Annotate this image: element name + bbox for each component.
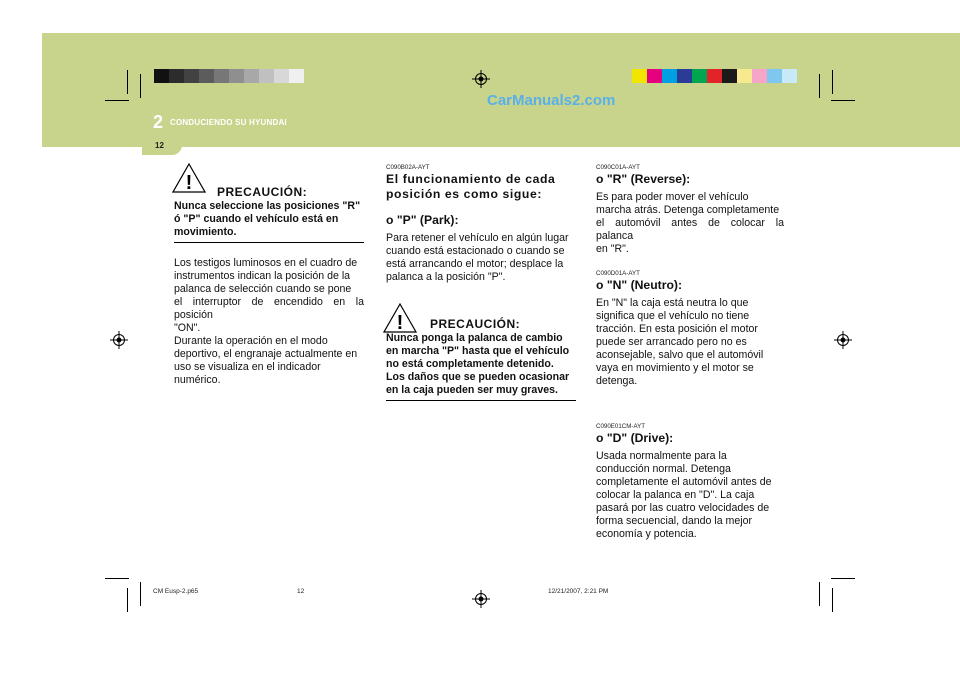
text-line: cuando está estacionado o cuando se — [386, 245, 565, 257]
text-line: En "N" la caja está neutra lo que — [596, 297, 749, 309]
paragraph-drive — [596, 450, 784, 541]
text-line: pasará por las cuatro velocidades de — [596, 502, 770, 514]
paragraph-park — [386, 232, 574, 284]
text-line: forma secuencial, dando la mejor — [596, 515, 753, 527]
color-swatch — [707, 69, 722, 83]
color-swatch — [154, 69, 169, 83]
crop-mark — [832, 588, 833, 612]
text-line: palanca a la posición "P". — [386, 271, 506, 283]
color-swatch — [184, 69, 199, 83]
warning-icon — [172, 163, 206, 193]
color-swatch — [259, 69, 274, 83]
color-swatch — [662, 69, 677, 83]
text-line: el automóvil antes de colocar la palanca — [596, 217, 784, 242]
registration-mark-icon — [472, 70, 490, 88]
color-calibration-bar — [632, 69, 797, 83]
crop-mark — [831, 578, 855, 579]
section-code: C090D01A-AYT — [596, 270, 640, 277]
drive-heading: o "D" (Drive): — [596, 431, 674, 445]
registration-mark-icon — [834, 331, 852, 349]
park-heading: o "P" (Park): — [386, 213, 459, 227]
text-line: marcha atrás. Detenga completamente — [596, 204, 780, 216]
header-band — [42, 33, 960, 147]
crop-mark — [831, 100, 855, 101]
text-line: tracción. En esta posición el motor — [596, 323, 758, 335]
text-line: Los daños que se pueden ocasionar — [386, 371, 570, 383]
footer-page: 12 — [297, 588, 305, 595]
watermark-text[interactable]: CarManuals2.com — [487, 92, 616, 109]
text-line: está arrancando el motor; desplace la — [386, 258, 564, 270]
text-line: significa que el vehículo no tiene — [596, 310, 750, 322]
text-line: en la caja pueden ser muy graves. — [386, 384, 558, 396]
crop-mark — [832, 70, 833, 94]
color-swatch — [214, 69, 229, 83]
chapter-number: 2 — [153, 112, 164, 132]
text-line: uso se visualiza en el indicador — [174, 361, 321, 373]
registration-mark-icon — [472, 590, 490, 608]
text-line: vaya en movimiento y el motor se — [596, 362, 754, 374]
text-line: conducción normal. Detenga — [596, 463, 731, 475]
section-code: C090E01CM-AYT — [596, 423, 646, 430]
text-line: en "R". — [596, 243, 629, 255]
crop-mark — [127, 588, 128, 612]
section-code: C090C01A-AYT — [596, 164, 640, 171]
chapter-title: CONDUCIENDO SU HYUNDAI — [170, 118, 287, 127]
page-number: 12 — [155, 141, 164, 150]
paragraph-neutral — [596, 297, 784, 388]
color-swatch — [737, 69, 752, 83]
text-line: colocar la palanca en "D". La caja — [596, 489, 755, 501]
neutral-heading: o "N" (Neutro): — [596, 278, 683, 292]
color-swatch — [782, 69, 797, 83]
warning-box — [174, 200, 364, 243]
svg-text:!: ! — [185, 172, 193, 193]
warning-text — [174, 200, 364, 239]
warning-title: PRECAUCIÓN: — [217, 185, 308, 199]
color-swatch — [274, 69, 289, 83]
text-line: Nunca seleccione las posiciones "R" — [174, 200, 361, 212]
crop-mark — [105, 100, 129, 101]
reverse-heading: o "R" (Reverse): — [596, 172, 691, 186]
color-swatch — [647, 69, 662, 83]
text-line: Los testigos luminosos en el cuadro de — [174, 257, 358, 269]
footer-date: 12/21/2007, 2:21 PM — [548, 588, 609, 595]
text-line: deportivo, el engranaje actualmente en — [174, 348, 358, 360]
text-line: detenga. — [596, 375, 638, 387]
registration-mark-icon — [110, 331, 128, 349]
warning-box — [386, 332, 576, 401]
color-swatch — [677, 69, 692, 83]
text-line: Durante la operación en el modo — [174, 335, 328, 347]
text-line: Es para poder mover el vehículo — [596, 191, 749, 203]
section-code: C090B02A-AYT — [386, 164, 430, 171]
text-line: aconsejable, salvo que el automóvil — [596, 349, 764, 361]
color-swatch — [244, 69, 259, 83]
text-line: palanca de selección cuando se pone — [174, 283, 352, 295]
color-swatch — [632, 69, 647, 83]
crop-mark — [105, 578, 129, 579]
warning-icon — [383, 303, 417, 333]
heading-line: El funcionamiento de cada — [386, 172, 556, 186]
text-line: puede ser arrancado pero no es — [596, 336, 747, 348]
text-line: movimiento. — [174, 226, 237, 238]
text-line: "ON". — [174, 322, 201, 334]
text-line: en marcha "P" hasta que el vehículo — [386, 345, 570, 357]
paragraph-indicators — [174, 257, 364, 387]
color-swatch — [767, 69, 782, 83]
crop-mark — [127, 70, 128, 94]
text-line: numérico. — [174, 374, 221, 386]
crop-mark — [819, 74, 820, 98]
paragraph-reverse — [596, 191, 784, 256]
grayscale-calibration-bar — [154, 69, 304, 83]
heading-line: posición es como sigue: — [386, 187, 543, 201]
color-swatch — [289, 69, 304, 83]
text-line: economía y potencia. — [596, 528, 697, 540]
text-line: instrumentos indican la posición de la — [174, 270, 351, 282]
footer-filename: CM Eusp-2.p65 — [153, 588, 199, 595]
text-line: Nunca ponga la palanca de cambio — [386, 332, 563, 344]
color-swatch — [229, 69, 244, 83]
color-swatch — [692, 69, 707, 83]
section-heading — [386, 172, 574, 202]
crop-mark — [819, 582, 820, 606]
svg-text:!: ! — [396, 312, 404, 333]
color-swatch — [752, 69, 767, 83]
color-swatch — [199, 69, 214, 83]
text-line: Para retener el vehículo en algún lugar — [386, 232, 569, 244]
text-line: no está completamente detenido. — [386, 358, 554, 370]
text-line: el interruptor de encendido en la posición — [174, 296, 364, 321]
text-line: Usada normalmente para la — [596, 450, 727, 462]
warning-text — [386, 332, 576, 397]
text-line: completamente el automóvil antes de — [596, 476, 772, 488]
crop-mark — [140, 74, 141, 98]
color-swatch — [722, 69, 737, 83]
warning-title: PRECAUCIÓN: — [430, 317, 521, 331]
color-swatch — [169, 69, 184, 83]
text-line: ó "P" cuando el vehículo está en — [174, 213, 339, 225]
crop-mark — [140, 582, 141, 606]
